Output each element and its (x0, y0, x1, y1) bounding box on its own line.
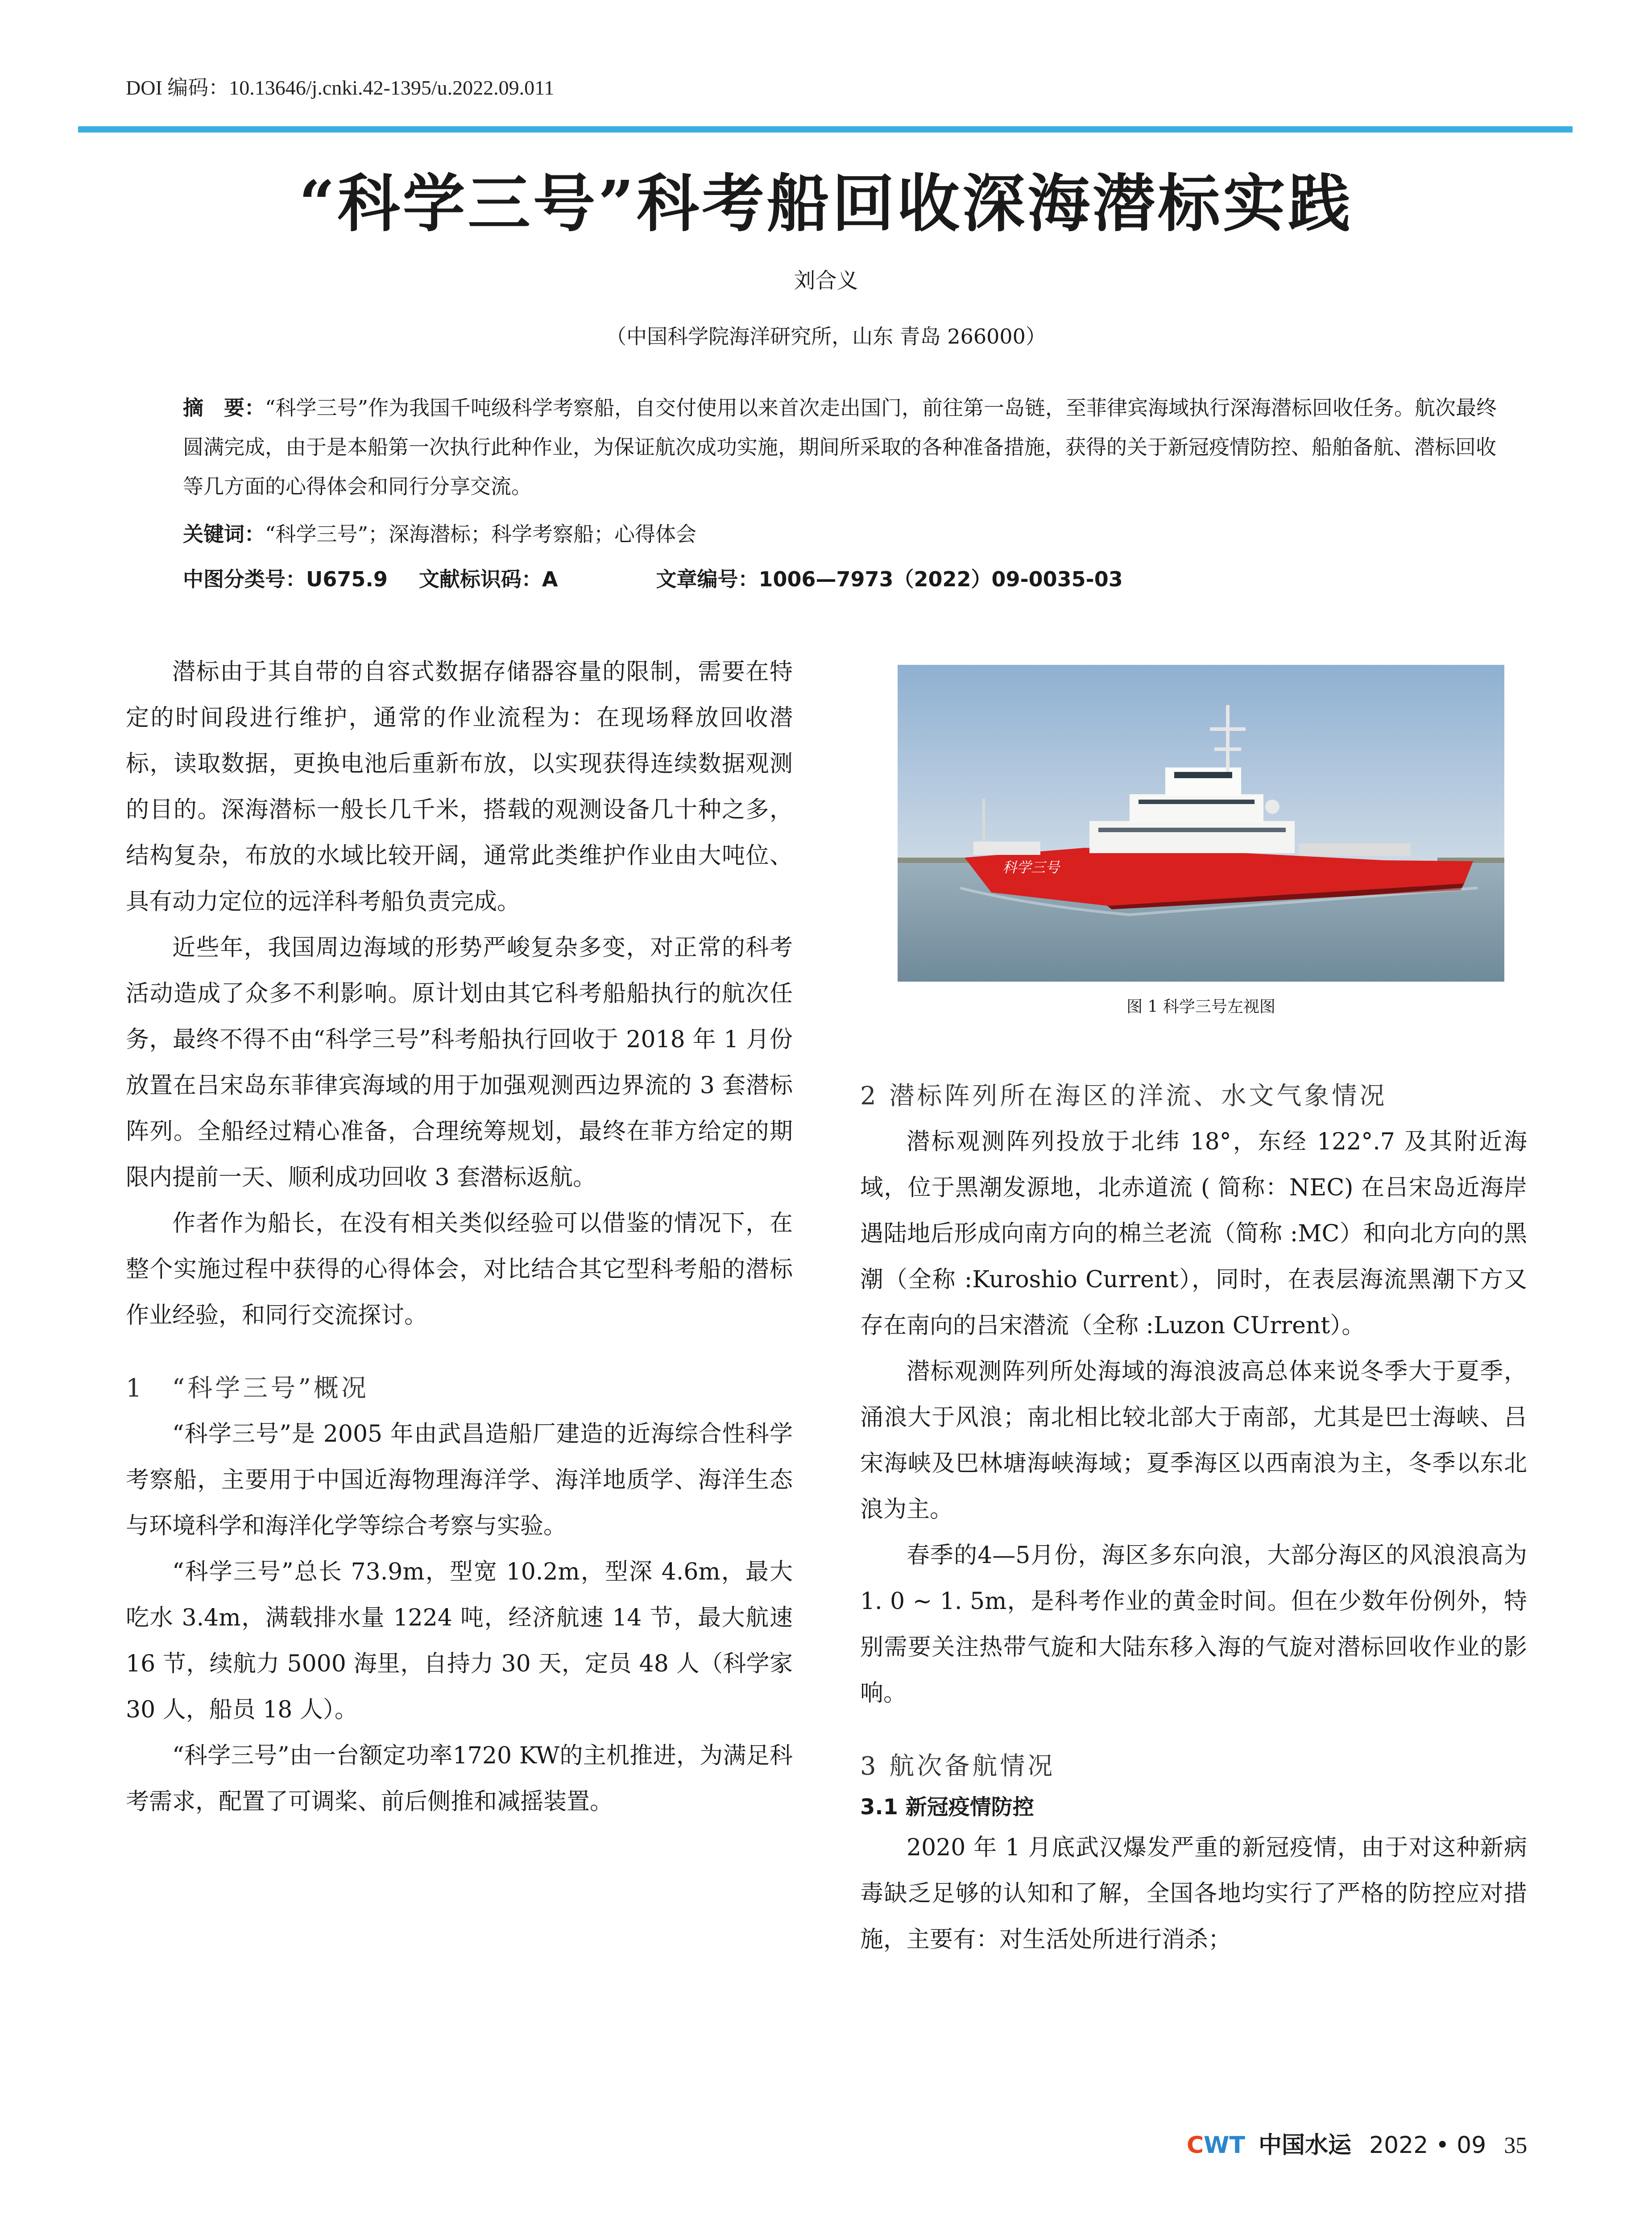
ship-illustration (898, 665, 1504, 982)
doi-line: DOI 编码：10.13646/j.cnki.42-1395/u.2022.09.011 (126, 76, 555, 99)
paragraph: 作者作为船长，在没有相关类似经验可以借鉴的情况下，在整个实施过程中获得的心得体会，对比结合其它型科考船的潜标作业经验，和同行交流探讨。 (126, 1210, 793, 1329)
figure-caption: 图 1 科学三号左视图 (1126, 998, 1275, 1016)
journal-logo-wt: WT (1204, 2132, 1245, 2159)
author-name: 刘合义 (794, 268, 858, 293)
distant-shore (898, 858, 969, 863)
right-column (860, 1073, 1527, 1963)
page-footer (1187, 2126, 1527, 2160)
keywords-text: “科学三号”；深海潜标；科学考察船；心得体会 (265, 522, 697, 546)
keywords-label: 关键词： (183, 522, 265, 546)
paragraph: 潜标观测阵列所处海域的海浪波高总体来说冬季大于夏季，涌浪大于风浪；南北相比较北部大于南部，尤其是巴士海峡、吕宋海峡及巴林塘海峡海域；夏季海区以西南浪为主，冬季以东北浪为主。 (860, 1358, 1527, 1523)
article-title: “科学三号”科考船回收深海潜标实践 (298, 167, 1354, 241)
page-number: 35 (1504, 2133, 1528, 2158)
classification-line (183, 563, 1499, 593)
paragraph: 潜标观测阵列投放于北纬 18°，东经 122°.7 及其附近海域，位于黑潮发源地，北赤道流 ( 简称：NEC) 在吕宋岛近海岸遇陆地后形成向南方向的棉兰老流（简称 :MC）和向北方向的黑潮（全称 :Kuroshio Current），同时，在表层海流黑潮下方又存在南向的吕宋潜流（全称 :Luzon CUrrent）。 (860, 1128, 1527, 1339)
paragraph: “科学三号”是 2005 年由武昌造船厂建造的近海综合性科学考察船，主要用于中国近海物理海洋学、海洋地质学、海洋生态与环境科学和海洋化学等综合考察与实验。 (126, 1421, 793, 1539)
keywords (183, 518, 1499, 550)
paragraph: 2020 年 1 月底武汉爆发严重的新冠疫情，由于对这种新病毒缺乏足够的认知和了解，全国各地均实行了严格的防控应对措施，主要有：对生活处所进行消杀； (860, 1834, 1527, 1953)
header-rule (78, 126, 1573, 133)
issue-number: 2022 • 09 (1369, 2132, 1486, 2159)
section-heading-2: 2 潜标阵列所在海区的洋流、水文气象情况 (860, 1082, 1387, 1111)
paragraph: “科学三号”总长 73.9m，型宽 10.2m，型深 4.6m，最大吃水 3.4m，满载排水量 1224 吨，经济航速 14 节，最大航速 16 节，续航力 5000 海里，自持力 30 天，定员 48 人（科学家 30 人，船员 18 人）。 (126, 1559, 793, 1723)
section-heading-3: 3 航次备航情况 (860, 1752, 1056, 1781)
paragraph: 春季的4—5月份，海区多东向浪，大部分海区的风浪浪高为1. 0 ~ 1. 5m，是科考作业的黄金时间。但在少数年份例外，特别需要关注热带气旋和大陆东移入海的气旋对潜标回收作业的影响。 (860, 1542, 1527, 1707)
journal-name: 中国水运 (1259, 2131, 1352, 2159)
abstract-label: 摘 要： (183, 396, 265, 420)
section-heading-1: 1 “科学三号”概况 (126, 1374, 369, 1403)
article-number: 文章编号：1006—7973（2022）09-0035-03 (656, 567, 1123, 591)
paragraph: “科学三号”由一台额定功率1720 KW的主机推进，为满足科考需求，配置了可调桨、前后侧推和减摇装置。 (126, 1742, 793, 1815)
paragraph: 近些年，我国周边海域的形势严峻复杂多变，对正常的科考活动造成了众多不利影响。原计划由其它科考船船执行的航次任务，最终不得不由“科学三号”科考船执行回收于 2018 年 1 月份放置在吕宋岛东菲律宾海域的用于加强观测西边界流的 3 套潜标阵列。全船经过精心准备，合理统筹规划，最终在菲方给定的期限内提前一天、顺利成功回收 3 套潜标返航。 (126, 934, 793, 1191)
left-column (126, 649, 793, 1825)
hull-name: 科学三号 (1002, 859, 1060, 876)
paragraph: 潜标由于其自带的自容式数据存储器容量的限制，需要在特定的时间段进行维护，通常的作业流程为：在现场释放回收潜标，读取数据，更换电池后重新布放，以实现获得连续数据观测的目的。深海潜标一般长几千米，搭载的观测设备几十种之多，结构复杂，布放的水域比较开阔，通常此类维护作业由大吨位、具有动力定位的远洋科考船负责完成。 (126, 659, 793, 915)
abstract (183, 388, 1499, 506)
journal-logo-c: C (1187, 2132, 1204, 2159)
ship-deckhouse (1089, 821, 1295, 853)
ship-photo (898, 665, 1504, 982)
abstract-text: “科学三号”作为我国千吨级科学考察船，自交付使用以来首次走出国门，前往第一岛链，至菲律宾海域执行深海潜标回收任务。航次最终圆满完成，由于是本船第一次执行此种作业，为保证航次成功实施，期间所采取的各种准备措施，获得的关于新冠疫情防控、船舶备航、潜标回收等几方面的心得体会和同行分享交流。 (183, 396, 1497, 498)
document-code: 文献标识码：A (418, 567, 558, 591)
ship-mast (1226, 705, 1230, 772)
author-affiliation: （中国科学院海洋研究所，山东 青岛 266000） (606, 324, 1046, 348)
clc-number: 中图分类号：U675.9 (183, 567, 388, 591)
subsection-heading-3-1: 3.1 新冠疫情防控 (860, 1795, 1034, 1820)
